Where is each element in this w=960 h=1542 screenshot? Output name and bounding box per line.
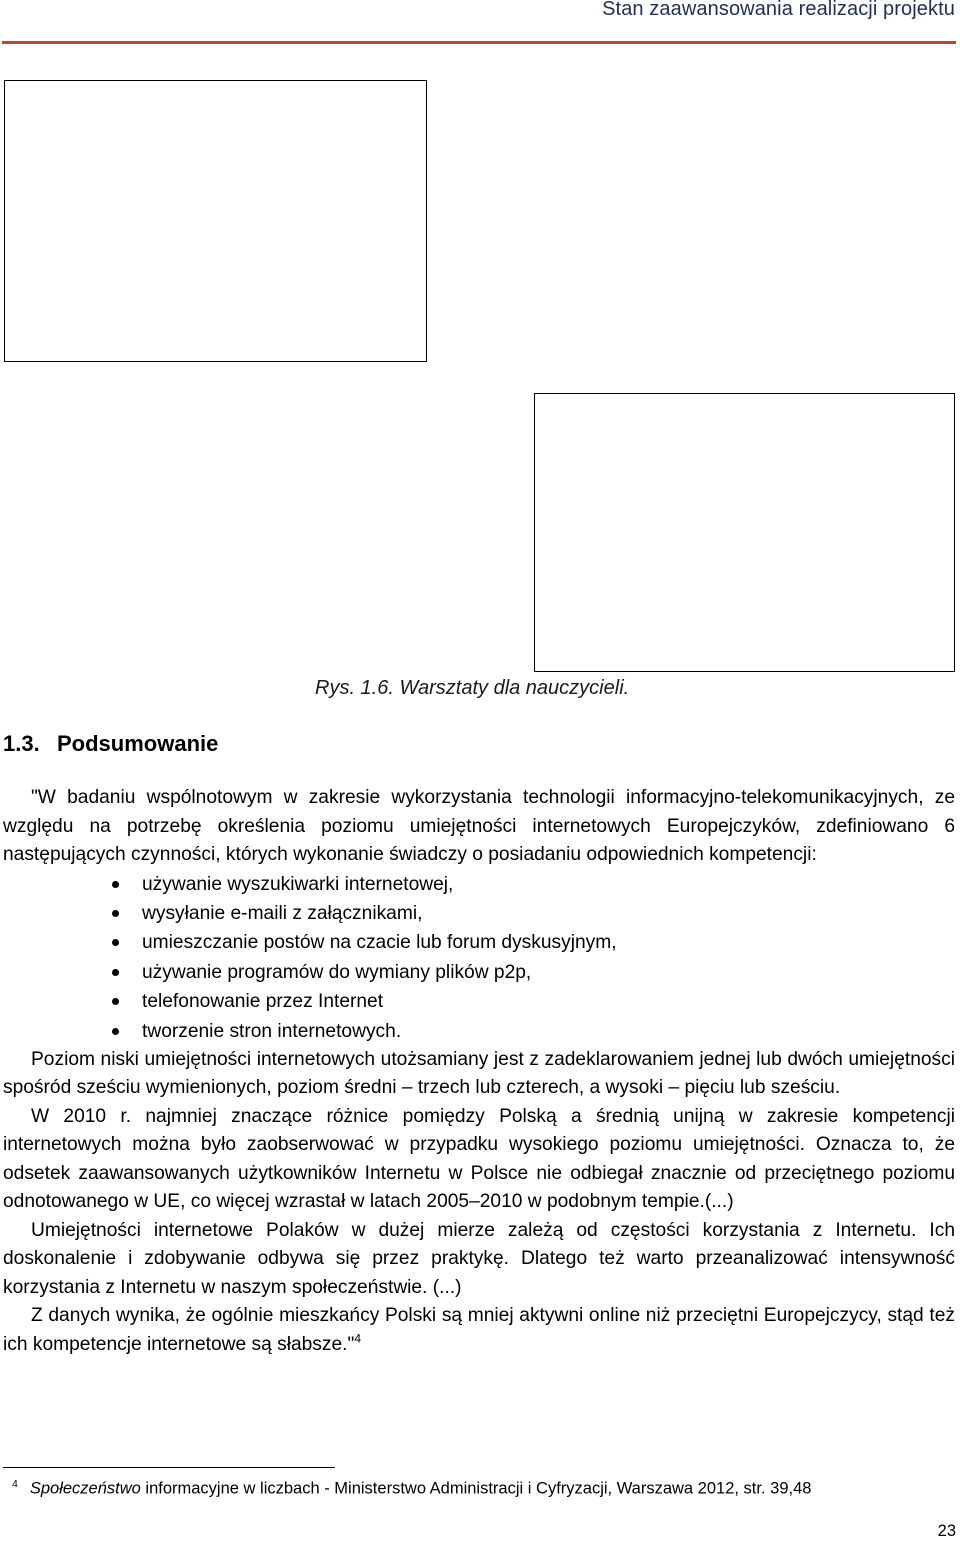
figure-image-right <box>534 393 955 672</box>
footnote-reference[interactable]: 4 <box>354 1331 361 1346</box>
figure-caption: Rys. 1.6. Warsztaty dla nauczycieli. <box>315 677 630 699</box>
footnote <box>12 1478 811 1499</box>
list-item: wysyłanie e-maili z załącznikami, <box>115 899 955 928</box>
bullet-icon <box>112 910 119 917</box>
list-item: używanie programów do wymiany plików p2p, <box>115 958 955 987</box>
body-text <box>3 784 955 1359</box>
footnote-italic-title: Społeczeństwo <box>29 1479 141 1498</box>
section-number: 1.3. <box>3 731 40 756</box>
closing-paragraph: Z danych wynika, że ogólnie mieszkańcy Polski są mniej aktywni online niż przeciętni Europejczycy, stąd też ich kompetencje internetowe są słabsze."$^4$ <box>3 1305 955 1355</box>
list-item: telefonowanie przez Internet <box>115 987 955 1016</box>
running-header: Stan zaawansowania realizacji projektu <box>602 0 955 20</box>
list-item: używanie wyszukiwarki internetowej, <box>115 870 955 899</box>
page-number: 23 <box>937 1522 956 1540</box>
paragraph: Poziom niski umiejętności internetowych utożsamiany jest z zadeklarowaniem jednej lub dwóch umiejętności spośród sześciu wymienionych, poziom średni – trzech lub czterech, a wysoki – pięciu lub sześciu. <box>3 1048 955 1099</box>
section-title: Podsumowanie <box>57 731 219 756</box>
intro-paragraph: "W badaniu wspólnotowym w zakresie wykorzystania technologii informacyjno-telekomunikacyjnych, ze względu na potrzebę określenia poziomu umiejętności internetowych Europejczyków, zdefiniowano 6 następujących czynności, których wykonanie świadczy o posiadaniu odpowiednich kompetencji: <box>3 787 955 865</box>
bullet-icon <box>112 939 119 946</box>
bullet-icon <box>112 969 119 976</box>
competency-list <box>3 870 955 1046</box>
bullet-icon <box>112 881 119 888</box>
section-heading <box>3 731 218 757</box>
bullet-icon <box>112 1028 119 1035</box>
list-item: tworzenie stron internetowych. <box>115 1017 955 1046</box>
footnote-rule <box>3 1467 335 1468</box>
paragraph: Umiejętności internetowe Polaków w dużej mierze zależą od częstości korzystania z Internetu. Ich doskonalenie i zdobywanie odbywa się przez praktykę. Dlatego też warto przeanalizować intensywność korzystania z Internetu w naszym społeczeństwie. (...) <box>3 1219 955 1298</box>
paragraph: W 2010 r. najmniej znaczące różnice pomiędzy Polską a średnią unijną w zakresie kompetencji internetowych można było zaobserwować w przypadku wysokiego poziomu umiejętności. Oznacza to, że odsetek zaawansowanych użytkowników Internetu w Polsce nie odbiegał znacznie od przeciętnego poziomu odnotowanego w UE, co więcej wzrastał w latach 2005–2010 w podobnym tempie.(...) <box>3 1105 955 1213</box>
bullet-icon <box>112 998 119 1005</box>
list-item: umieszczanie postów na czacie lub forum dyskusyjnym, <box>115 928 955 957</box>
header-rule <box>2 41 956 44</box>
footnote-number: 4 <box>12 1478 18 1490</box>
footnote-text: informacyjne w liczbach - Ministerstwo Administracji i Cyfryzacji, Warszawa 2012, str. 39,48 <box>140 1479 812 1498</box>
figure-image-left <box>4 80 427 362</box>
